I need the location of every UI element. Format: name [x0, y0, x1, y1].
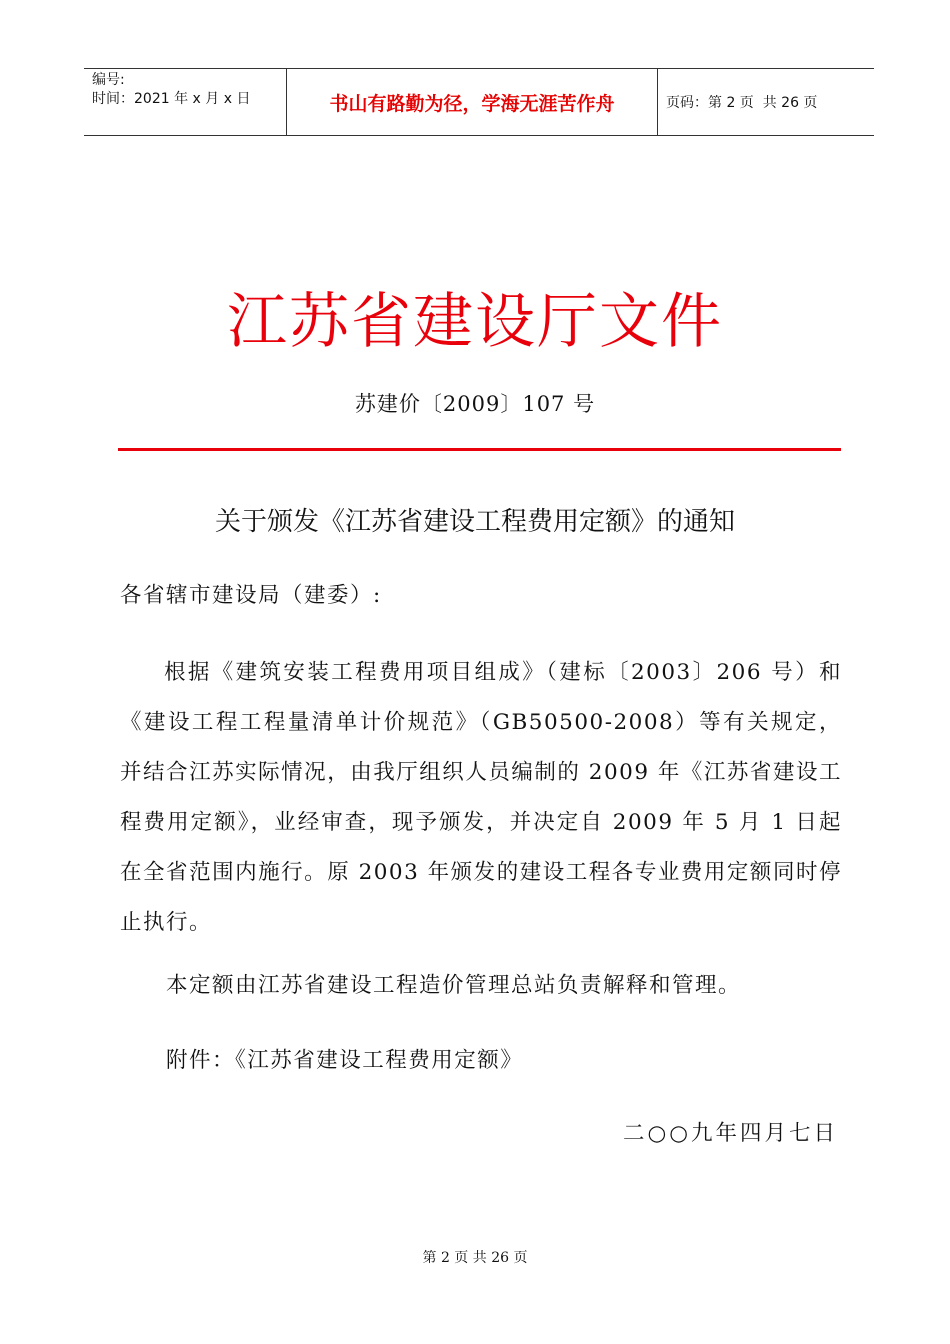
notice-title: 关于颁发《江苏省建设工程费用定额》的通知 [214, 507, 735, 537]
header-page-info [658, 69, 874, 135]
salutation: 各省辖市建设局（建委）: [120, 583, 382, 608]
header-number-label: 编号: [92, 72, 125, 88]
page-footer: 第 2 页 共 26 页 [422, 1250, 528, 1266]
header-page-info-text: 页码：第 2 页 共 26 页 [666, 95, 818, 111]
document-title: 江苏省建设厅文件 [227, 287, 723, 357]
header-motto: 书山有路勤为径，学海无涯苦作舟 [286, 69, 658, 135]
body-paragraph-1: 根据《建筑安装工程费用项目组成》（建标〔2003〕206 号）和《建设工程工程量清单计价规范》（GB50500-2008）等有关规定，并结合江苏实际情况，由我厅组织人员编制的 2009 年《江苏省建设工程费用定额》，业经审查，现予颁发，并决定自 2009 年 5 月 1 日起在全省范围内施行。原 2003 年颁发的建设工程各专业费用定额同时停止执行。 [120, 660, 842, 935]
attachment-line: 附件：《江苏省建设工程费用定额》 [166, 1048, 524, 1073]
document-date: 二○○九年四月七日 [622, 1121, 838, 1146]
header-meta [84, 69, 286, 135]
body-paragraph-2: 本定额由江苏省建设工程造价管理总站负责解释和管理。 [166, 973, 742, 998]
document-number: 苏建价〔2009〕107 号 [354, 392, 596, 416]
page-header [84, 68, 874, 136]
red-divider [118, 448, 841, 451]
header-time-label: 时间：2021 年 x 月 x 日 [92, 91, 251, 107]
